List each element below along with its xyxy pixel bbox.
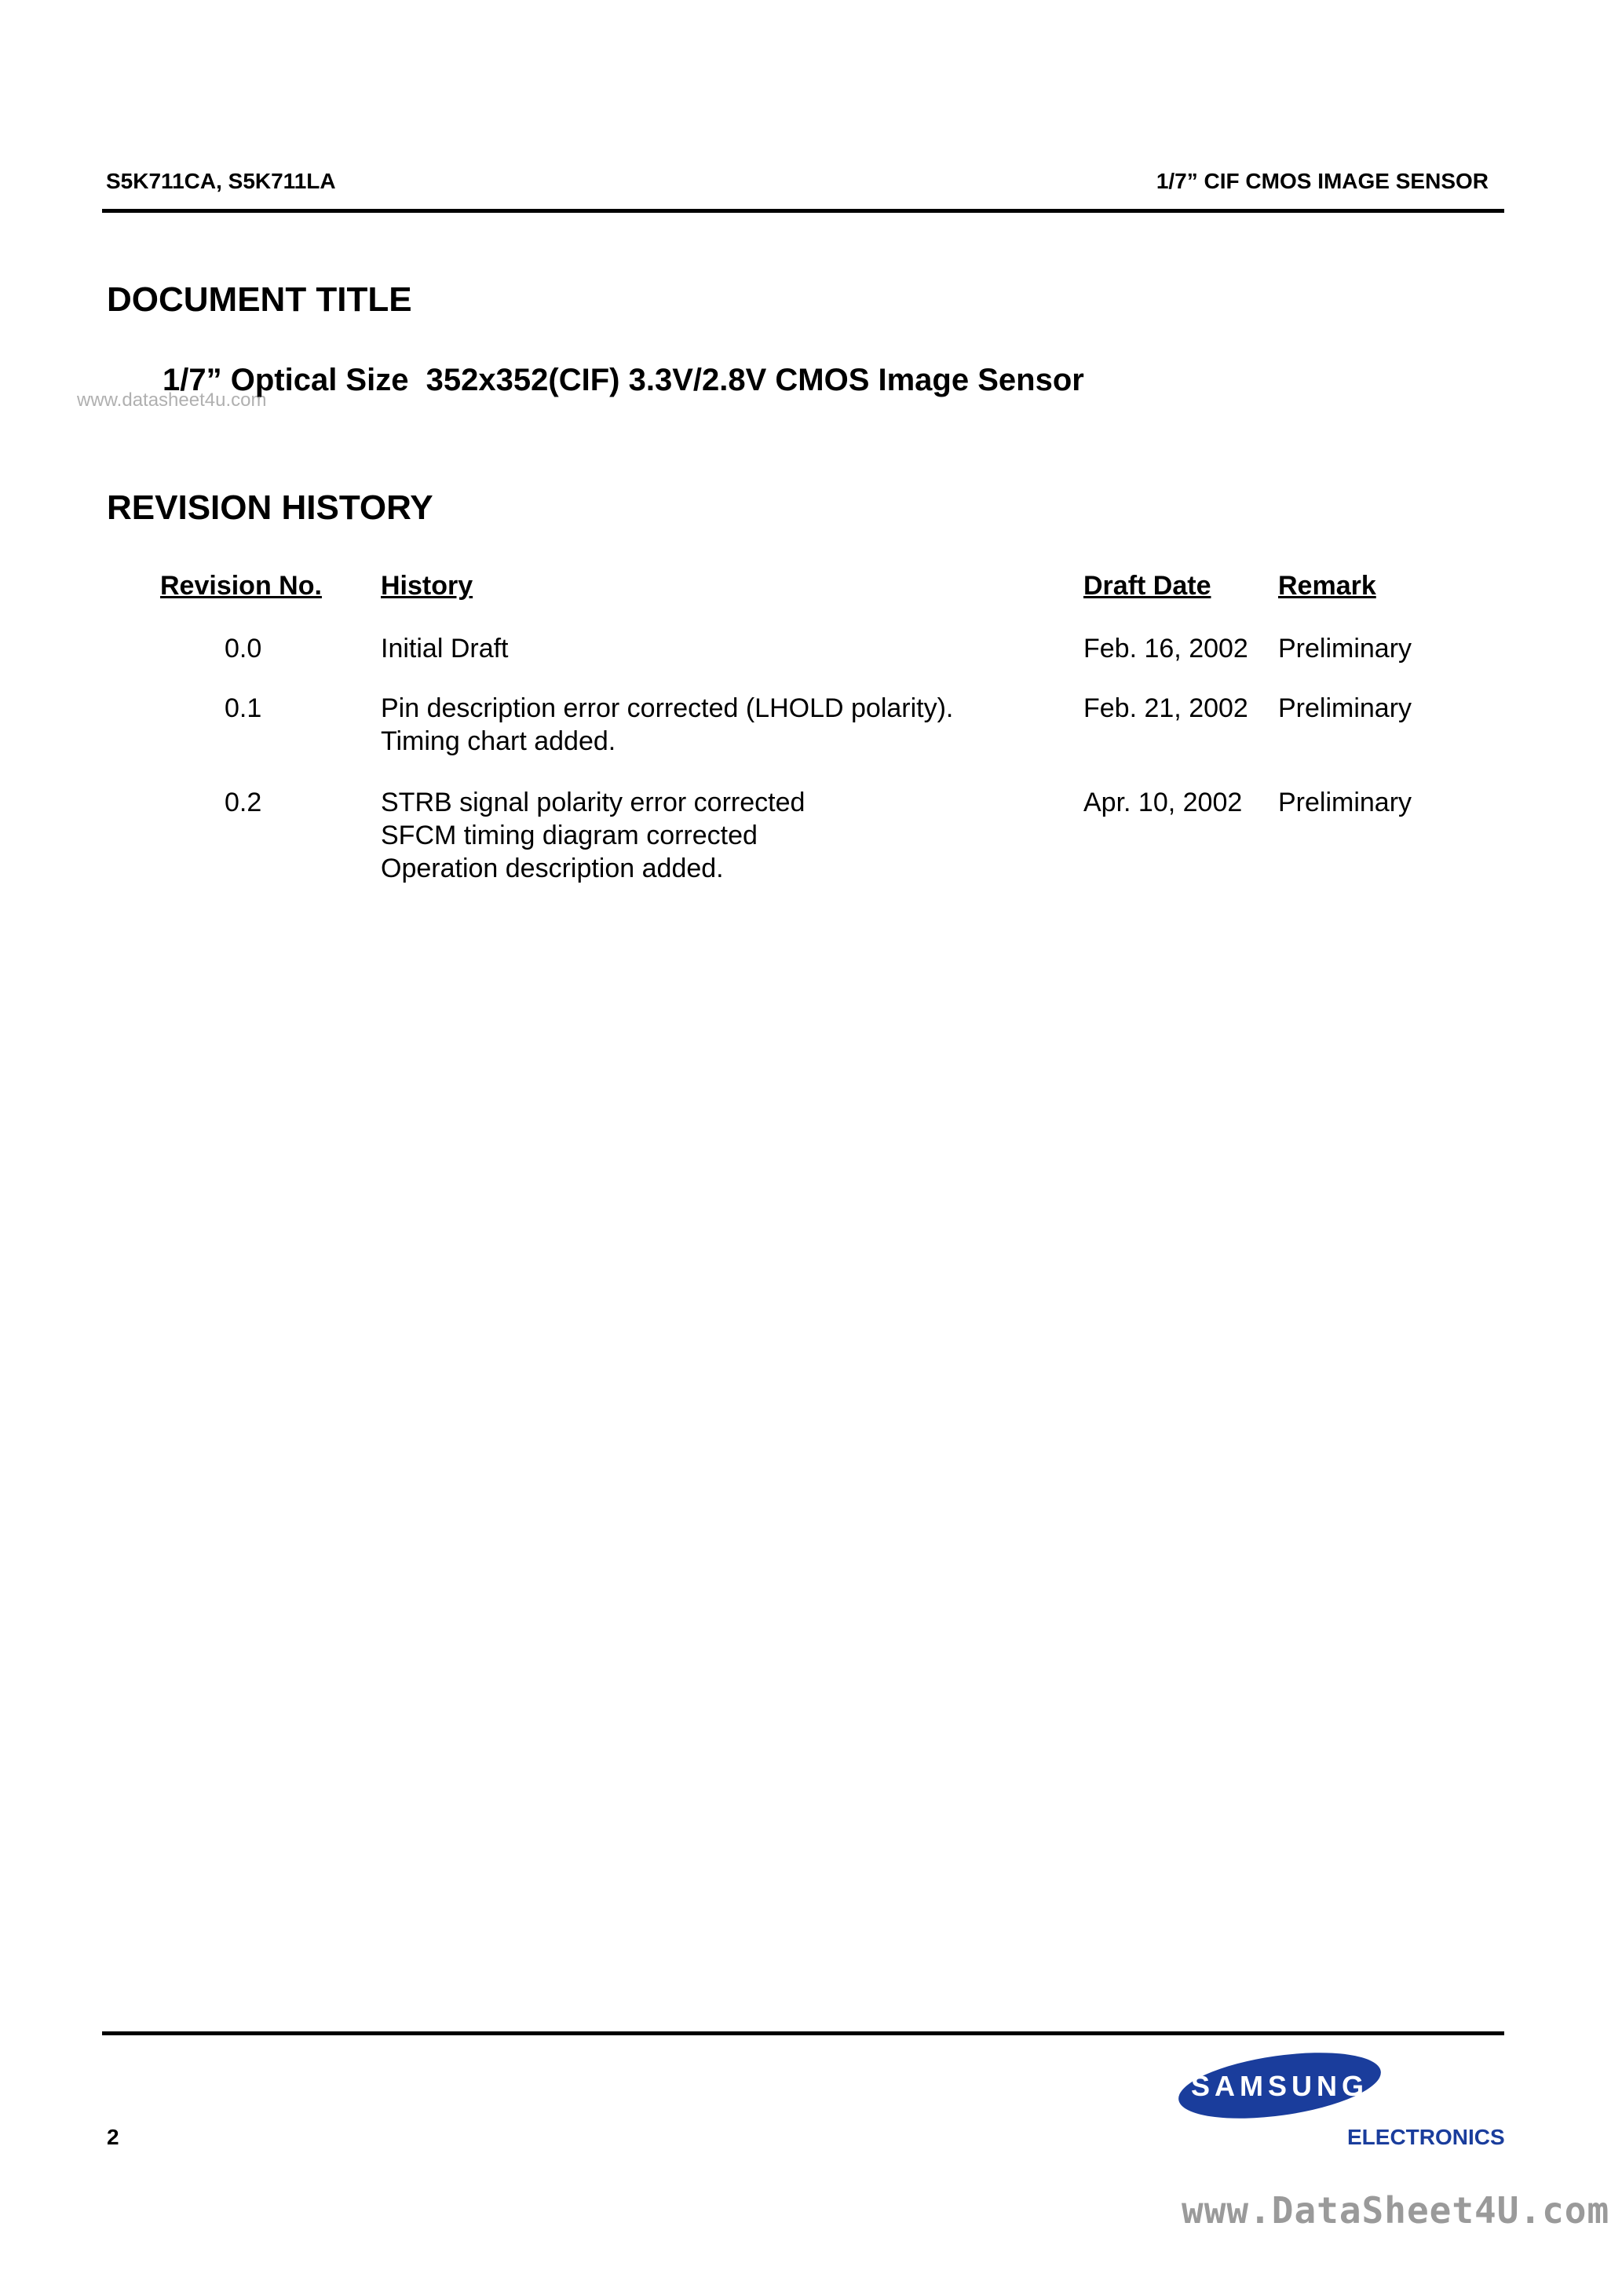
row-remark: Preliminary xyxy=(1278,693,1412,723)
row-history-line: STRB signal polarity error corrected xyxy=(381,788,806,817)
watermark-bottom: www.DataSheet4U.com xyxy=(1182,2189,1610,2232)
column-header-remark: Remark xyxy=(1278,571,1376,601)
samsung-logo xyxy=(1178,2046,1397,2125)
row-revision: 0.0 xyxy=(225,634,262,664)
row-draft-date: Feb. 21, 2002 xyxy=(1083,693,1248,723)
column-header-revision: Revision No. xyxy=(160,571,322,601)
page-number: 2 xyxy=(107,2125,119,2149)
watermark-small: www.datasheet4u.com xyxy=(77,389,267,411)
electronics-label: ELECTRONICS xyxy=(1347,2125,1505,2149)
header-part-numbers: S5K711CA, S5K711LA xyxy=(106,169,336,193)
row-draft-date: Feb. 16, 2002 xyxy=(1083,634,1248,664)
row-history-line: Pin description error corrected (LHOLD polarity). xyxy=(381,693,954,723)
row-history-line: Timing chart added. xyxy=(381,726,616,756)
row-remark: Preliminary xyxy=(1278,788,1412,817)
row-revision: 0.2 xyxy=(225,788,262,817)
document-title-text: 1/7” Optical Size 352x352(CIF) 3.3V/2.8V CMOS Image Sensor xyxy=(163,363,1084,397)
row-history-line: SFCM timing diagram corrected xyxy=(381,821,758,850)
row-remark: Preliminary xyxy=(1278,634,1412,664)
header-product-title: 1/7” CIF CMOS IMAGE SENSOR xyxy=(1156,169,1489,193)
column-header-history: History xyxy=(381,571,473,601)
row-history-line: Operation description added. xyxy=(381,854,724,883)
row-revision: 0.1 xyxy=(225,693,262,723)
revision-history-heading: REVISION HISTORY xyxy=(107,488,433,527)
row-draft-date: Apr. 10, 2002 xyxy=(1083,788,1243,817)
row-history-line: Initial Draft xyxy=(381,634,509,664)
footer-rule xyxy=(102,2031,1504,2035)
document-title-heading: DOCUMENT TITLE xyxy=(107,280,412,319)
header-rule xyxy=(102,209,1504,213)
samsung-logo-text: SAMSUNG xyxy=(1190,2070,1369,2102)
column-header-draft-date: Draft Date xyxy=(1083,571,1211,601)
